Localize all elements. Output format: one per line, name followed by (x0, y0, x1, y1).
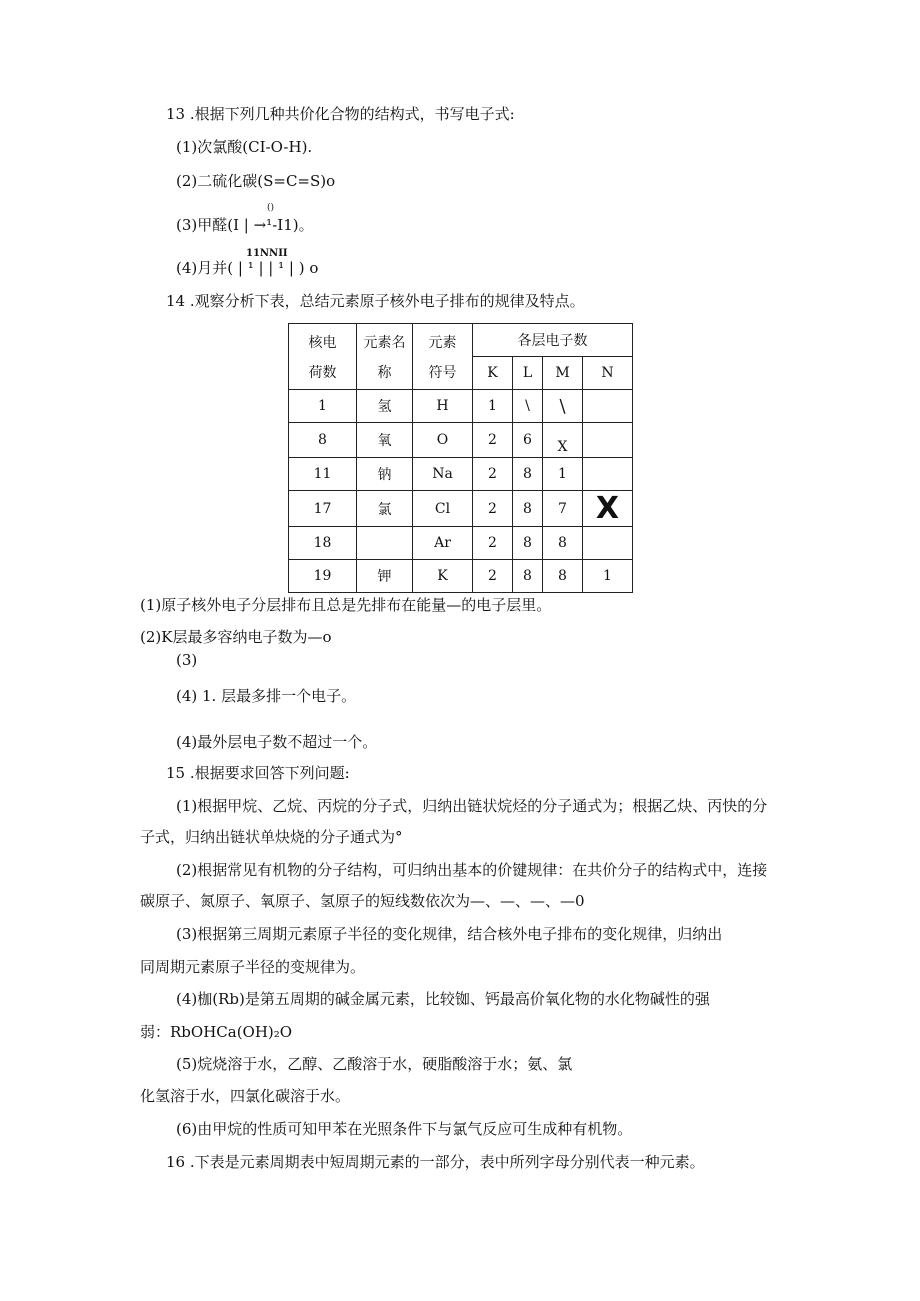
cell-k: 2 (473, 491, 513, 527)
q15-part-1-line-1: (1)根据甲烷、乙烷、丙烷的分子式，归纳出链状烷烃的分子通式为；根据乙炔、丙快的分 (176, 797, 768, 815)
q15-part-3-line-1: (3)根据第三周期元素原子半径的变化规律，结合核外电子排布的变化规律，归纳出 (176, 925, 723, 943)
q14-part-1: (1)原子核外电子分层排布且总是先排布在能量—的电子层里。 (140, 596, 552, 614)
cell-l: 8 (513, 458, 543, 491)
q13-title: 13 .根据下列几种共价化合物的结构式，书写电子式: (166, 105, 515, 123)
header-element-symbol: 元素 符号 (413, 324, 473, 390)
cell-name: 氧 (357, 423, 413, 458)
cell-name: 氢 (357, 390, 413, 423)
table-row (289, 560, 633, 593)
cell-name: 氯 (357, 491, 413, 527)
cell-n (583, 423, 633, 458)
cell-m: 8 (543, 560, 583, 593)
cell-k: 2 (473, 527, 513, 560)
cell-name: 钾 (357, 560, 413, 593)
cell-m: 1 (543, 458, 583, 491)
header-nuclear-charge: 核电 荷数 (289, 324, 357, 390)
header-k: K (473, 357, 513, 390)
table-row (289, 527, 633, 560)
q15-part-2-line-2: 碳原子、氮原子、氧原子、氢原子的短线数依次为—、—、—、—0 (140, 892, 585, 910)
q14-part-4b: (4)最外层电子数不超过一个。 (176, 733, 378, 751)
header-shell-electrons: 各层电子数 (473, 324, 633, 357)
electron-shell-table (288, 323, 633, 593)
cell-k: 1 (473, 390, 513, 423)
cell-symbol: Cl (413, 491, 473, 527)
q14-part-2: (2)K层最多容纳电子数为—o (140, 628, 332, 646)
q15-part-3-line-2: 同周期元素原子半径的变规律为。 (140, 958, 366, 976)
cell-n (583, 458, 633, 491)
cell-l: \ (513, 390, 543, 423)
cell-symbol: Na (413, 458, 473, 491)
cell-l: 8 (513, 527, 543, 560)
q13-part-1: (1)次氯酸(CI-O-H). (176, 138, 313, 156)
cell-z: 11 (289, 458, 357, 491)
cell-n: X (583, 491, 633, 527)
cell-z: 1 (289, 390, 357, 423)
q14-part-3: (3) (176, 651, 198, 669)
q13-part-4: (4)月并( | ¹ | | ¹ | ) o (176, 259, 319, 277)
cell-n: 1 (583, 560, 633, 593)
q13-part-3: (3)甲醛(I | →¹-I1)。 (176, 216, 314, 234)
cell-symbol: O (413, 423, 473, 458)
q14-part-4a: (4) 1. 层最多排一个电子。 (176, 687, 357, 705)
header-n: N (583, 357, 633, 390)
table-row (289, 423, 633, 458)
q16-title: 16 .下表是元素周期表中短周期元素的一部分，表中所列字母分别代表一种元素。 (166, 1153, 705, 1171)
cell-k: 2 (473, 423, 513, 458)
table-row (289, 491, 633, 527)
q15-title: 15 .根据要求回答下列问题: (166, 764, 350, 782)
cell-m: X (543, 423, 583, 458)
header-m: M (543, 357, 583, 390)
q13-part-2: (2)二硫化碳(S=C=S)o (176, 172, 336, 190)
q15-part-4-line-1: (4)枷(Rb)是第五周期的碱金属元素，比较铷、钙最高价氧化物的水化物碱性的强 (176, 990, 710, 1008)
cell-name: 钠 (357, 458, 413, 491)
cell-l: 8 (513, 560, 543, 593)
cell-n (583, 390, 633, 423)
cell-z: 8 (289, 423, 357, 458)
cell-k: 2 (473, 458, 513, 491)
cell-name (357, 527, 413, 560)
table-row (289, 390, 633, 423)
cell-z: 17 (289, 491, 357, 527)
header-element-name: 元素名 称 (357, 324, 413, 390)
cell-l: 6 (513, 423, 543, 458)
cell-symbol: K (413, 560, 473, 593)
q15-part-1-line-2: 子式，归纳出链状单炔烧的分子通式为° (140, 828, 403, 846)
cell-z: 18 (289, 527, 357, 560)
q15-part-4-line-2: 弱：RbOHCa(OH)₂O (140, 1023, 293, 1041)
cell-m: \ (543, 390, 583, 423)
cell-n (583, 527, 633, 560)
q13-part-3-superscript: () (267, 203, 275, 213)
q15-part-5-line-1: (5)烷烧溶于水，乙醇、乙酸溶于水，硬脂酸溶于水；氨、氯 (176, 1055, 573, 1073)
q15-part-6: (6)由甲烷的性质可知甲苯在光照条件下与氯气反应可生成种有机物。 (176, 1120, 633, 1138)
cell-m: 7 (543, 491, 583, 527)
header-l: L (513, 357, 543, 390)
cell-l: 8 (513, 491, 543, 527)
cell-m: 8 (543, 527, 583, 560)
cell-k: 2 (473, 560, 513, 593)
q14-title: 14 .观察分析下表，总结元素原子核外电子排布的规律及特点。 (166, 292, 585, 310)
table-row (289, 458, 633, 491)
cell-z: 19 (289, 560, 357, 593)
q15-part-2-line-1: (2)根据常见有机物的分子结构，可归纳出基本的价键规律：在共价分子的结构式中，连接 (176, 861, 768, 879)
q15-part-5-line-2: 化氢溶于水，四氯化碳溶于水。 (140, 1087, 351, 1105)
table-header-row (289, 324, 633, 357)
cell-symbol: H (413, 390, 473, 423)
q13-part-4-superscript: 11NNII (246, 248, 288, 259)
cell-symbol: Ar (413, 527, 473, 560)
